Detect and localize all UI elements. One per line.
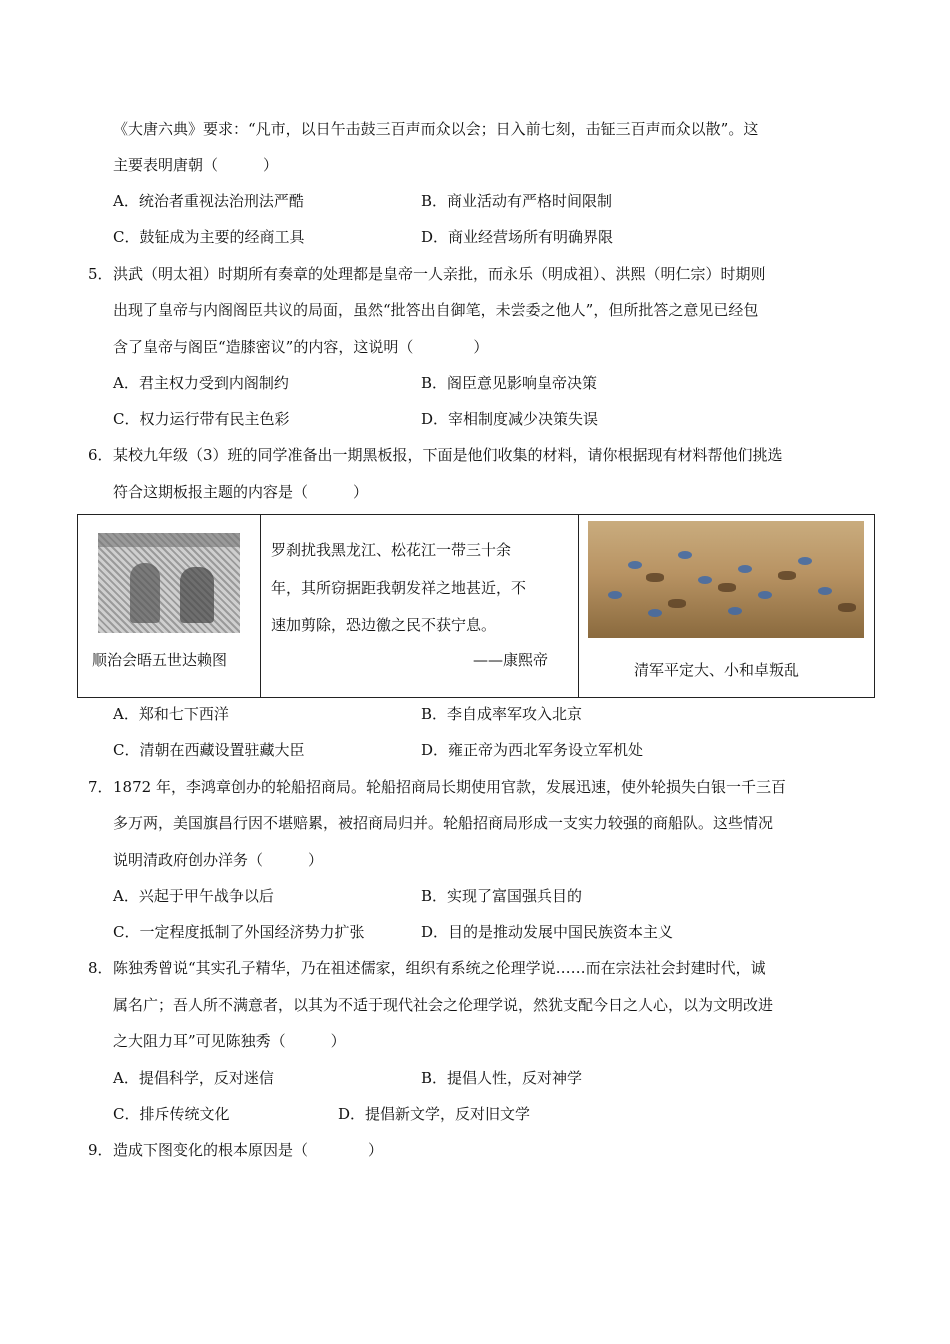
q5-option-c: C．权力运行带有民主色彩 [113,410,290,428]
q6-stem-line1: 某校九年级（3）班的同学准备出一期黑板报，下面是他们收集的材料，请你根据现有材料帮他们挑选 [113,446,783,464]
q8-option-d: D．提倡新文学，反对旧文学 [338,1105,531,1123]
q7-stem-line3: 说明清政府创办洋务（ ） [113,851,324,869]
q6-option-b: B．李自成率军攻入北京 [421,705,583,723]
q6-material-cell-3 [579,515,875,698]
q4-stem-line1: 《大唐六典》要求：“凡市，以日午击鼓三百声而众以会；日入前七刻，击钲三百声而众以散”。这 [113,120,759,138]
q6-material-cell-1 [78,515,261,698]
q6-stem-line2: 符合这期板报主题的内容是（ ） [113,483,369,501]
q6-option-d: D．雍正帝为西北军务设立军机处 [421,741,644,759]
q5-option-d: D．宰相制度减少决策失误 [421,410,599,428]
q5-number: 5． [88,265,113,283]
q5-stem-line2: 出现了皇帝与内阁阁臣共议的局面，虽然“批答出自御笔，未尝委之他人”，但所批答之意见已经包 [113,301,759,319]
q6-quote-line1: 罗刹扰我黑龙江、松花江一带三十余 [271,541,512,559]
q8-option-a: A．提倡科学，反对迷信 [113,1069,274,1087]
q4-option-c: C．鼓钲成为主要的经商工具 [113,228,305,246]
q9-number: 9． [88,1141,113,1159]
q4-stem-line2: 主要表明唐朝（ ） [113,156,279,174]
q4-option-a: A．统治者重视法治刑法严酷 [113,192,304,210]
q7-option-a: A．兴起于甲午战争以后 [113,887,274,905]
q6-number: 6． [88,446,113,464]
q8-stem-line1: 陈独秀曾说“其实孔子精华，乃在祖述儒家，组织有系统之伦理学说……而在宗法社会封建时代，诚 [113,959,766,977]
q5-option-a: A．君主权力受到内阁制约 [113,374,289,392]
q7-stem-line2: 多万两，美国旗昌行因不堪赔累，被招商局归并。轮船招商局形成一支实力较强的商船队。这些情况 [113,814,774,832]
q4-option-b: B．商业活动有严格时间限制 [421,192,613,210]
q4-option-d: D．商业经营场所有明确界限 [421,228,614,246]
q7-option-b: B．实现了富国强兵目的 [421,887,583,905]
q6-cell1-caption: 顺治会晤五世达赖图 [92,651,228,669]
q6-option-a: A．郑和七下西洋 [113,705,229,723]
shunzhi-dalai-painting [98,533,240,633]
q8-stem-line2: 属名广；吾人所不满意者，以其为不适于现代社会之伦理学说，然犹支配今日之人心，以为文明改进 [113,996,774,1014]
q9-stem-line1: 造成下图变化的根本原因是（ ） [113,1141,384,1159]
q8-stem-line3: 之大阻力耳”可见陈独秀（ ） [113,1032,346,1050]
q5-option-b: B．阁臣意见影响皇帝决策 [421,374,598,392]
q5-stem-line1: 洪武（明太祖）时期所有奏章的处理都是皇帝一人亲批，而永乐（明成祖）、洪熙（明仁宗）时期则 [113,265,766,283]
q7-stem-line1: 1872 年，李鸿章创办的轮船招商局。轮船招商局长期使用官款，发展迅速，使外轮损失白银一千三百 [113,778,786,796]
q7-option-c: C．一定程度抵制了外国经济势力扩张 [113,923,365,941]
q8-option-b: B．提倡人性，反对神学 [421,1069,583,1087]
q6-material-table [77,514,875,698]
q6-quote-line3: 速加剪除，恐边徼之民不获宁息。 [271,616,497,634]
q8-number: 8． [88,959,113,977]
q6-cell3-caption: 清军平定大、小和卓叛乱 [634,661,800,679]
q8-option-c: C．排斥传统文化 [113,1105,230,1123]
qing-army-battle-painting [588,521,864,638]
q6-material-cell-2 [261,515,579,698]
q6-quote-line2: 年，其所窃据距我朝发祥之地甚近，不 [271,579,527,597]
q5-stem-line3: 含了皇帝与阁臣“造膝密议”的内容，这说明（ ） [113,338,489,356]
q6-option-c: C．清朝在西藏设置驻藏大臣 [113,741,305,759]
q7-option-d: D．目的是推动发展中国民族资本主义 [421,923,674,941]
q7-number: 7． [88,778,113,796]
q6-quote-source: ——康熙帝 [473,651,549,669]
